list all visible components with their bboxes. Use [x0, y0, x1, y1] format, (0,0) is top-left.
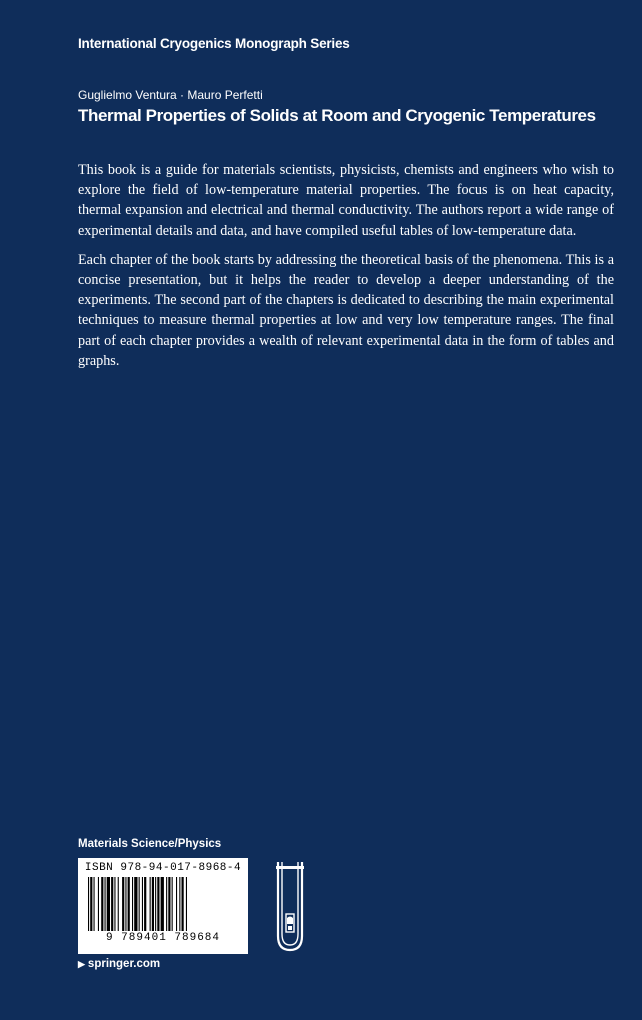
barcode-bar: [152, 877, 154, 931]
barcode-bar: [125, 877, 126, 931]
series-name: International Cryogenics Monograph Series: [78, 36, 350, 51]
barcode-bar: [142, 877, 143, 931]
barcode-bar: [155, 877, 156, 931]
isbn-label: ISBN 978-94-017-8968-4: [84, 862, 242, 874]
barcode-bars: [84, 877, 242, 931]
book-title: Thermal Properties of Solids at Room and Cryogenic Temperatures: [78, 106, 596, 125]
barcode-bar: [139, 877, 140, 931]
arrow-right-icon: ▶: [78, 959, 85, 969]
website-link[interactable]: [78, 958, 160, 970]
blurb-paragraph-1: This book is a guide for materials scientists, physicists, chemists and engineers who wish to explore the field of low-temperature material properties. The focus is on heat capacity, thermal expansion and electrical and thermal conductivity. The authors report a wide range of experimental details and data, and have compiled useful tables of low-temperature data.: [78, 162, 614, 239]
barcode-bar: [150, 877, 151, 931]
barcode-bar: [176, 877, 177, 931]
barcode-bar: [128, 877, 130, 931]
blurb-paragraph-2: Each chapter of the book starts by addressing the theoretical basis of the phenomena. This is a concise presentation, but it helps the reader to develop a deeper understanding of the experiments. The second part of the chapters is dedicated to describing the main experimental techniques to measure thermal properties at low and very low temperature ranges. The final part of each chapter provides a wealth of relevant experimental data in the form of tables and graphs.: [78, 251, 614, 369]
barcode-bar: [179, 877, 180, 931]
barcode-bar: [90, 877, 92, 931]
blurb: [78, 160, 614, 380]
barcode-number: 9 789401 789684: [105, 932, 221, 944]
springer-horse-icon: [274, 858, 306, 954]
barcode-bar: [144, 877, 146, 931]
barcode-bar: [172, 877, 173, 931]
barcode-bar: [94, 877, 95, 931]
barcode-bar: [182, 877, 184, 931]
barcode-bar: [98, 877, 99, 931]
barcode-bar: [122, 877, 124, 931]
isbn-barcode: [78, 858, 248, 954]
barcode-bar: [157, 877, 159, 931]
barcode-bar: [88, 877, 89, 931]
barcode-bar: [168, 877, 170, 931]
barcode-bar: [118, 877, 119, 931]
barcode-bar: [111, 877, 113, 931]
barcode-bar: [186, 877, 187, 931]
barcode-bar: [132, 877, 133, 931]
website-url: springer.com: [87, 958, 161, 970]
barcode-bar: [107, 877, 110, 931]
barcode-bar: [114, 877, 115, 931]
barcode-bar: [161, 877, 164, 931]
authors: Guglielmo Ventura · Mauro Perfetti: [78, 88, 263, 102]
barcode-bar: [134, 877, 137, 931]
subject-category: Materials Science/Physics: [78, 838, 222, 850]
barcode-bar: [101, 877, 103, 931]
barcode-bar: [166, 877, 167, 931]
barcode-bar: [105, 877, 106, 931]
